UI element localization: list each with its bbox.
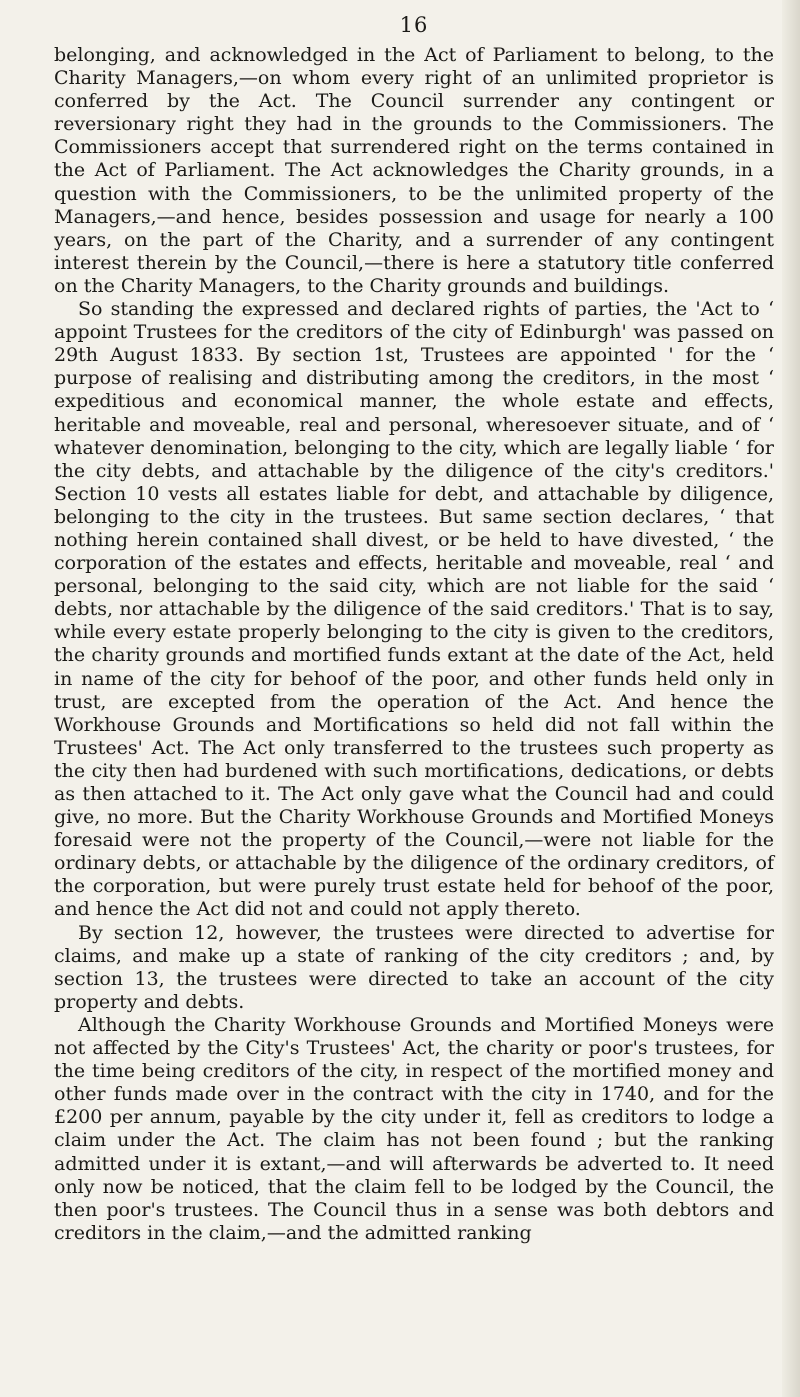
paragraph-3: By section 12, however, the trustees were directed to advertise for claims, and make up a state of ranking of the city creditors ; and, by section 13, the trustees were directed to take an account of the city property and debts.	[54, 921, 774, 1013]
paragraph-2: So standing the expressed and declared rights of parties, the 'Act to ‘ appoint Trustees for the creditors of the city of Edinburgh' was passed on 29th August 1833. By section 1st, Trustees are appointed ' for the ‘ purpose of realising and distributing among the creditors, in the most ‘ expeditious and economical manner, the whole estate and effects, heritable and moveable, real and personal, wheresoever situate, and of ‘ whatever denomination, belonging to the city, which are legally liable ‘ for the city debts, and attachable by the diligence of the city's creditors.' Section 10 vests all estates liable for debt, and attachable by diligence, belonging to the city in the trustees. But same section declares, ‘ that nothing herein contained shall divest, or be held to have divested, ‘ the corporation of the estates and effects, heritable and moveable, real ‘ and personal, belonging to the said city, which are not liable for the said ‘ debts, nor attachable by the diligence of the said creditors.' That is to say, while every estate properly belonging to the city is given to the creditors, the charity grounds and mortified funds extant at the date of the Act, held in name of the city for behoof of the poor, and other funds held only in trust, are excepted from the operation of the Act. And hence the Workhouse Grounds and Mortifications so held did not fall within the Trustees' Act. The Act only transferred to the trustees such property as the city then had burdened with such mortifications, dedications, or debts as then attached to it. The Act only gave what the Council had and could give, no more. But the Charity Workhouse Grounds and Mortified Moneys foresaid were not the property of the Council,—were not liable for the ordinary debts, or attachable by the diligence of the ordinary creditors, of the corporation, but were purely trust estate held for behoof of the poor, and hence the Act did not and could not apply thereto.	[54, 298, 774, 921]
paragraph-1: belonging, and acknowledged in the Act of Parliament to belong, to the Charity Managers,—on whom every right of an unlimited proprietor is conferred by the Act. The Council surrender any contingent or reversionary right they had in the grounds to the Commissioners. The Commissioners accept that surrendered right on the terms contained in the Act of Parliament. The Act acknowledges the Charity grounds, in a question with the Commissioners, to be the unlimited property of the Managers,—and hence, besides possession and usage for nearly a 100 years, on the part of the Charity, and a surrender of any contingent interest therein by the Council,—there is here a statutory title conferred on the Charity Managers, to the Charity grounds and buildings.	[54, 44, 774, 297]
page-edge-shadow	[782, 0, 800, 1397]
body-text	[54, 44, 774, 1245]
paragraph-4: Although the Charity Workhouse Grounds and Mortified Moneys were not affected by the City's Trustees' Act, the charity or poor's trustees, for the time being creditors of the city, in respect of the mortified money and other funds made over in the contract with the city in 1740, and for the £200 per annum, payable by the city under it, fell as creditors to lodge a claim under the Act. The claim has not been found ; but the ranking admitted under it is extant,—and will afterwards be adverted to. It need only now be noticed, that the claim fell to be lodged by the Council, the then poor's trustees. The Council thus in a sense was both debtors and creditors in the claim,—and the admitted ranking	[54, 1013, 774, 1244]
page-number: 16	[399, 13, 429, 37]
